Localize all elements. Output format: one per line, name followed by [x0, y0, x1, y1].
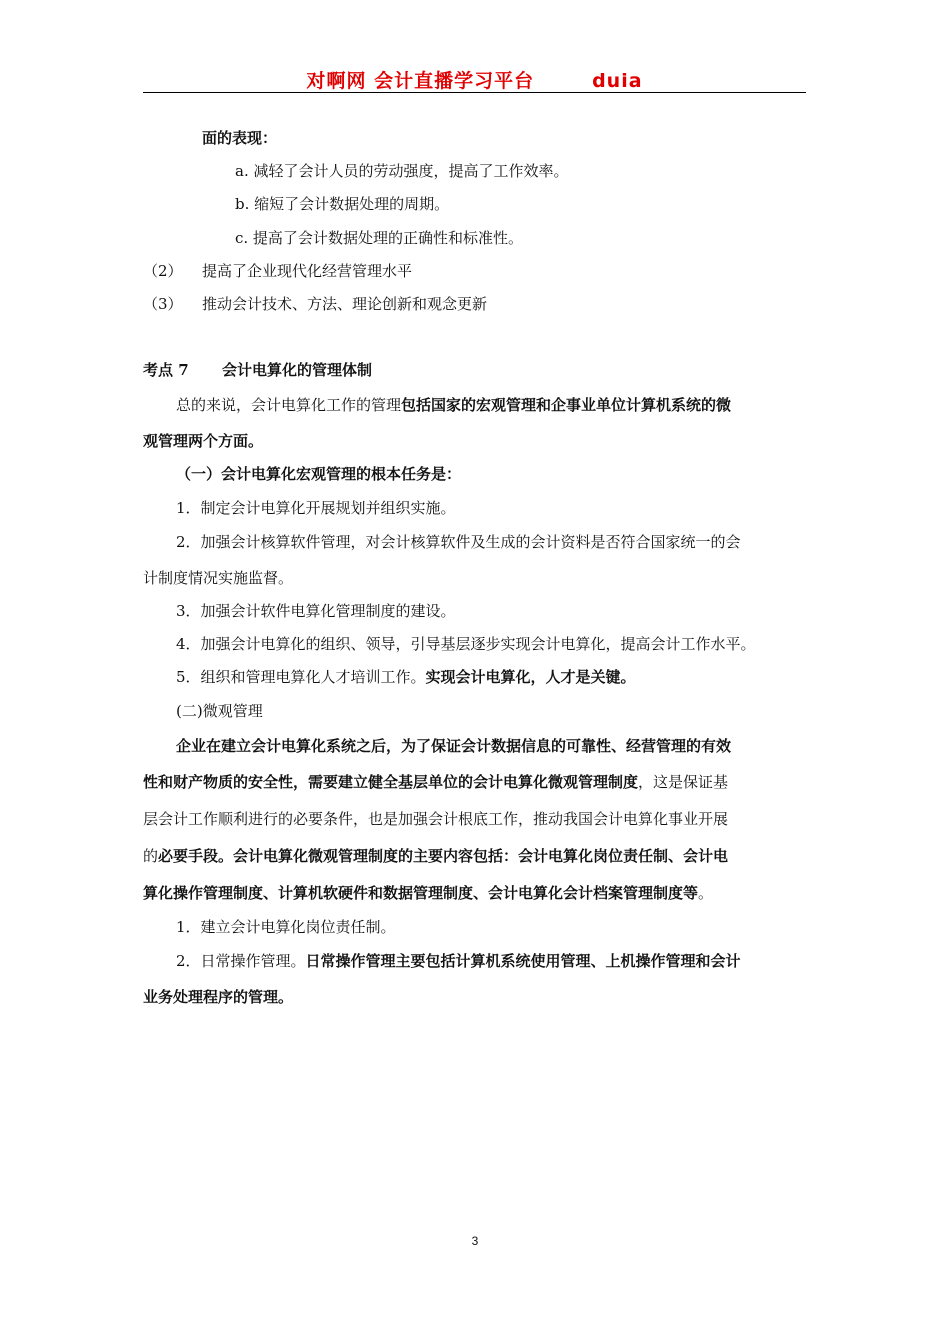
paragraph-line: 层会计工作顺利进行的必要条件，也是加强会计根底工作，推动我国会计电算化事业开展 [143, 810, 729, 828]
text-run: 。 [698, 884, 714, 902]
list-item: 1．制定会计电算化开展规划并组织实施。 [176, 499, 456, 517]
section-label: 考点 7 [143, 361, 189, 379]
list-item-continuation: 计制度情况实施监督。 [143, 569, 294, 587]
list-item: 1．建立会计电算化岗位责任制。 [176, 918, 396, 936]
subsection-title: (二)微观管理 [176, 702, 263, 720]
subsection-title: （一）会计电算化宏观管理的根本任务是： [176, 465, 462, 483]
list-item [176, 950, 741, 972]
header-brand: duia [592, 70, 643, 92]
paragraph-line [176, 394, 731, 416]
list-item: a. 减轻了会计人员的劳动强度，提高了工作效率。 [235, 162, 569, 180]
text-run: ，这是保证基 [638, 773, 729, 791]
text-run-bold: 性和财产物质的安全性，需要建立健全基层单位的会计电算化微观管理制度 [143, 773, 639, 791]
list-item: 3．加强会计软件电算化管理制度的建设。 [176, 602, 456, 620]
list-item: c. 提高了会计数据处理的正确性和标准性。 [235, 229, 523, 247]
paragraph-line [143, 771, 728, 793]
paragraph-line: 观管理两个方面。 [143, 432, 264, 450]
header-title: 对啊网 会计直播学习平台 [306, 70, 535, 92]
list-item: 推动会计技术、方法、理论创新和观念更新 [202, 295, 488, 313]
page-number: 3 [471, 1234, 479, 1248]
text-run-bold: 日常操作管理主要包括计算机系统使用管理、上机操作管理和会计 [305, 952, 741, 970]
text-run: 2．日常操作管理。 [176, 952, 306, 970]
list-item: 2．加强会计核算软件管理，对会计核算软件及生成的会计资料是否符合国家统一的会 [176, 533, 741, 551]
text-run: 的 [143, 847, 159, 865]
text-run-bold: 包括国家的宏观管理和企事业单位计算机系统的微 [401, 396, 732, 414]
text-line: 面的表现： [202, 129, 278, 147]
list-item: 提高了企业现代化经营管理水平 [202, 262, 413, 280]
text-run-bold: 必要手段。会计电算化微观管理制度的主要内容包括：会计电算化岗位责任制、会计电 [158, 847, 729, 865]
list-item [176, 666, 636, 688]
list-item-number: （3） [143, 295, 183, 313]
paragraph-line [143, 882, 713, 904]
text-run-bold: 算化操作管理制度、计算机软硬件和数据管理制度、会计电算化会计档案管理制度等 [143, 884, 699, 902]
list-item: b. 缩短了会计数据处理的周期。 [235, 195, 450, 213]
list-item: 4．加强会计电算化的组织、领导，引导基层逐步实现会计电算化，提高会计工作水平。 [176, 635, 756, 653]
paragraph-line: 企业在建立会计电算化系统之后，为了保证会计数据信息的可靠性、经营管理的有效 [176, 737, 732, 755]
header-divider [143, 92, 806, 93]
page-header [143, 66, 806, 92]
section-title: 会计电算化的管理体制 [222, 361, 373, 379]
text-run: 总的来说，会计电算化工作的管理 [176, 396, 402, 414]
list-item-number: （2） [143, 262, 183, 280]
text-run: 5．组织和管理电算化人才培训工作。 [176, 668, 426, 686]
text-run-bold: 实现会计电算化，人才是关键。 [425, 668, 636, 686]
list-item-continuation: 业务处理程序的管理。 [143, 988, 294, 1006]
paragraph-line [143, 845, 728, 867]
